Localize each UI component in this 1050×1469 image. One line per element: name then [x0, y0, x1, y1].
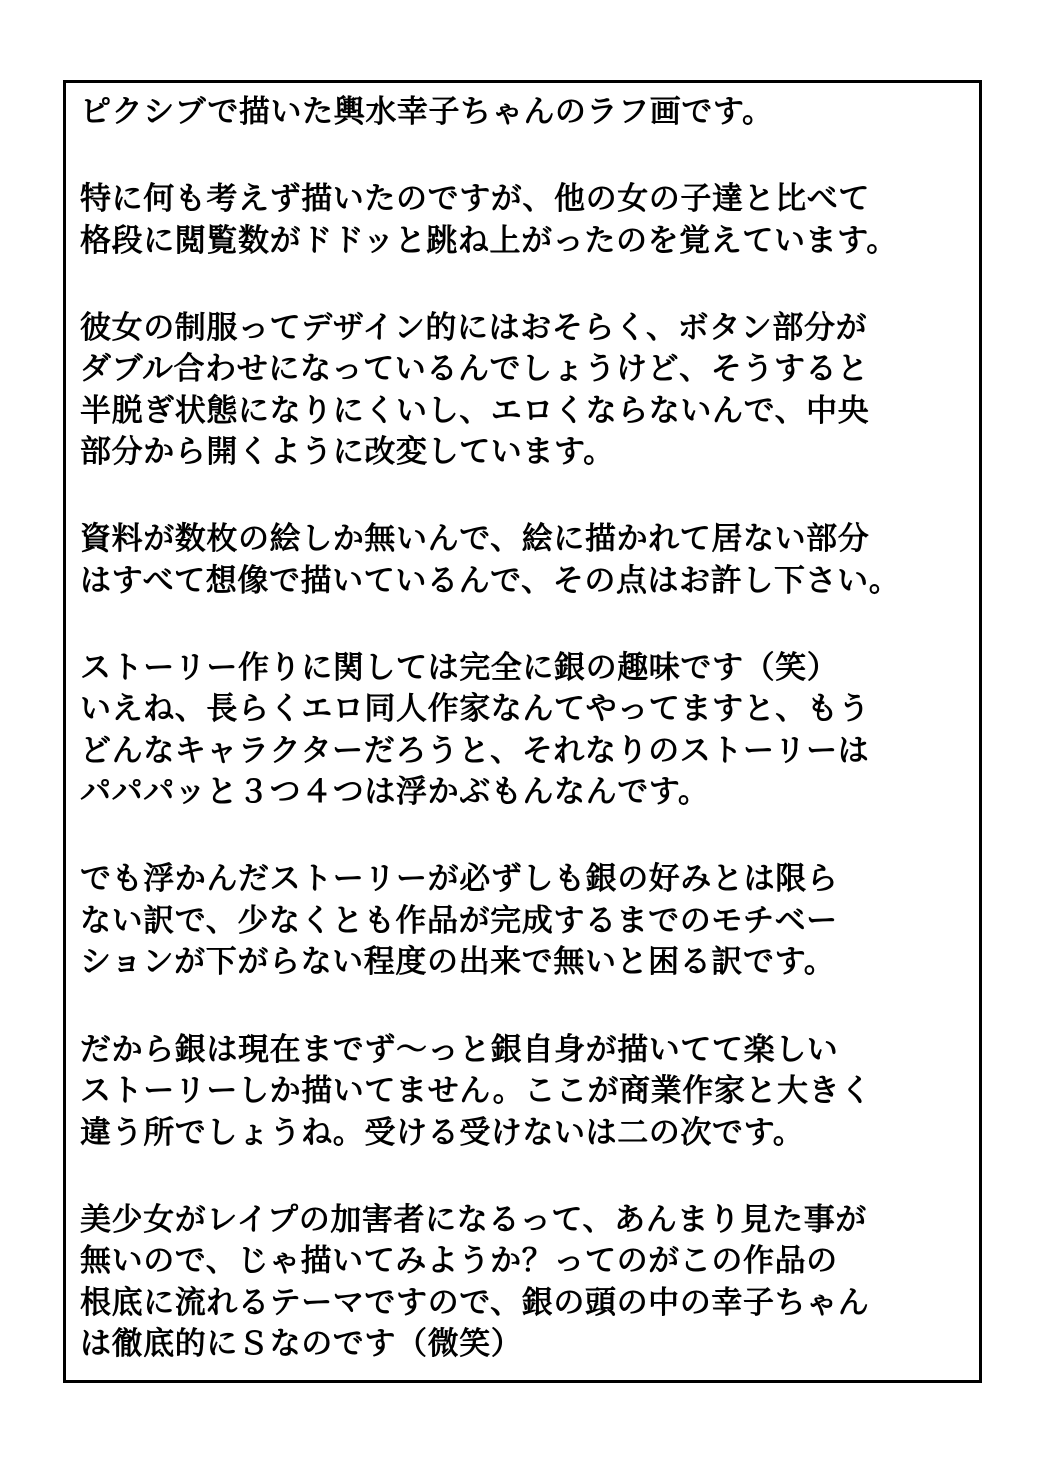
paragraph [80, 179, 980, 262]
text-line: 資料が数枚の絵しか無いんで、絵に描かれて居ない部分 [80, 521, 870, 558]
text-line: 半脱ぎ状態になりにくいし、エロくならないんで、中央 [80, 392, 870, 429]
text-line: ストーリー作りに関しては完全に銀の趣味です（笑） [80, 649, 839, 686]
text-line: パパパッと３つ４つは浮かぶもんなんです。 [80, 774, 710, 811]
paragraph [80, 519, 980, 602]
text-line: ストーリーしか描いてません。ここが商業作家と大きく [80, 1073, 872, 1110]
text-line: はすべて想像で描いているんで、その点はお許し下さい。 [80, 562, 901, 599]
text-line: は徹底的にＳなのです（微笑） [80, 1326, 523, 1363]
text-line: どんなキャラクターだろうと、それなりのストーリーは [80, 732, 870, 769]
text-line: 彼女の制服ってデザイン的にはおそらく、ボタン部分が [80, 309, 868, 346]
paragraph [80, 648, 980, 814]
text-line: いえね、長らくエロ同人作家なんてやってますと、もう [80, 691, 870, 728]
text-line: ションが下がらない程度の出来で無いと困る訳です。 [80, 944, 836, 981]
afterword-text [80, 92, 980, 1411]
paragraph [80, 859, 980, 984]
text-line: だから銀は現在までず～っと銀自身が描いてて楽しい [80, 1031, 839, 1068]
paragraph [80, 308, 980, 474]
text-line: でも浮かんだストーリーが必ずしも銀の好みとは限ら [80, 861, 839, 898]
text-line: 特に何も考えず描いたのですが、他の女の子達と比べて [80, 181, 870, 218]
text-line: 格段に閲覧数がドドッと跳ね上がったのを覚えています。 [80, 222, 898, 259]
text-line: ピクシブで描いた輿水幸子ちゃんのラフ画です。 [80, 94, 774, 130]
text-line: ない訳で、少なくとも作品が完成するまでのモチベー [80, 902, 838, 939]
text-line: 無いので、じゃ描いてみようか？ってのがこの作品の [80, 1243, 838, 1280]
text-line: 部分から開くように改変しています。 [80, 434, 615, 471]
paragraph [80, 1200, 980, 1366]
paragraph [80, 1030, 980, 1155]
paragraph [80, 92, 980, 134]
text-line: 違う所でしょうね。受ける受けないは二の次です。 [80, 1114, 805, 1151]
text-line: 根底に流れるテーマですので、銀の頭の中の幸子ちゃん [80, 1284, 870, 1321]
text-line: ダブル合わせになっているんでしょうけど、そうすると [80, 351, 869, 388]
text-line: 美少女がレイプの加害者になるって、あんまり見た事が [80, 1201, 867, 1238]
